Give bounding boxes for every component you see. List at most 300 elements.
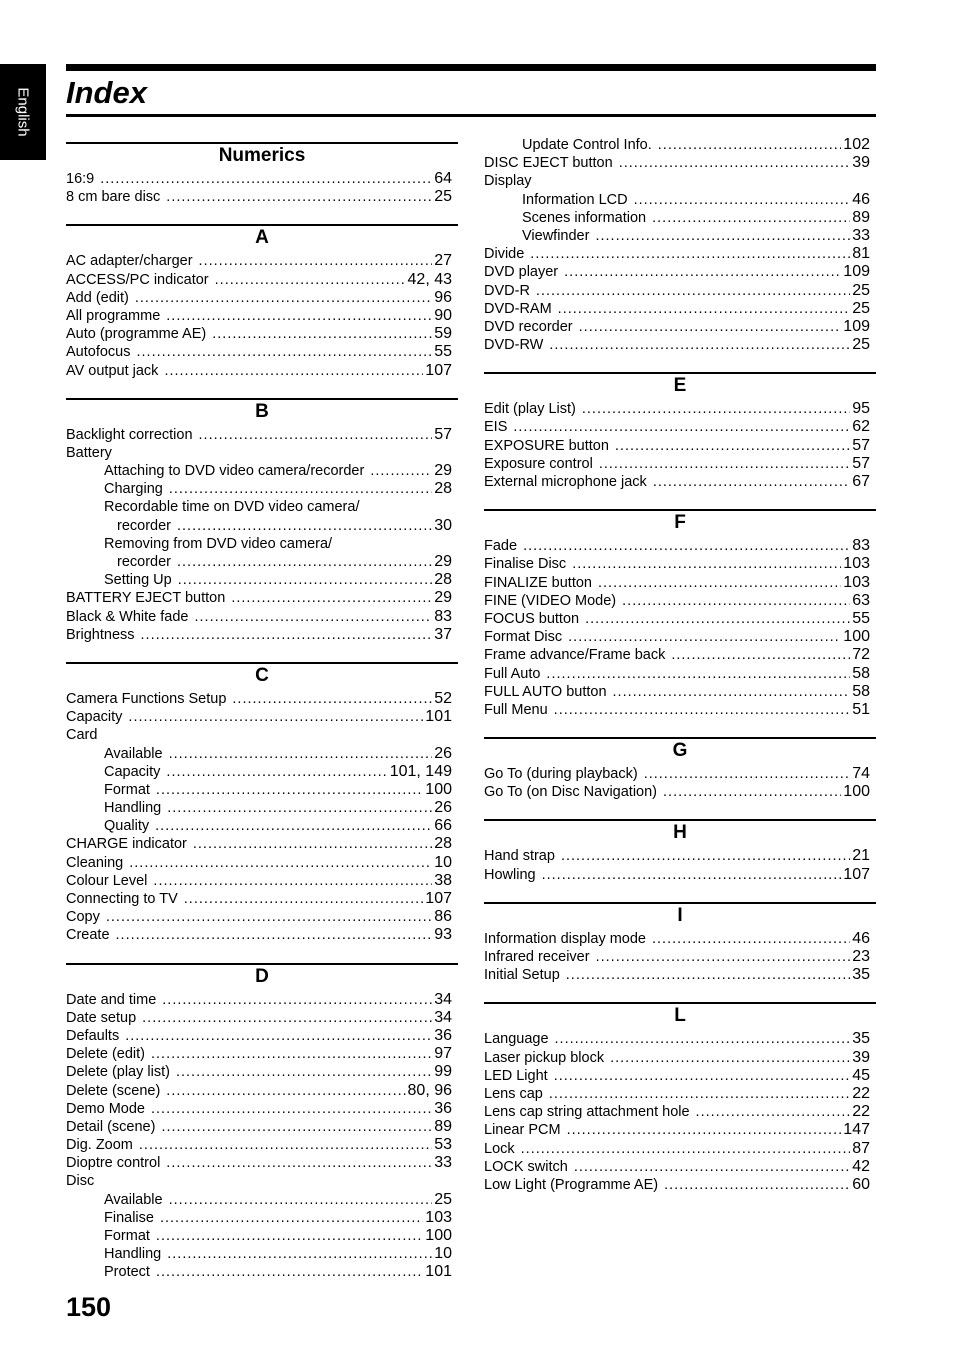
- entry-page-ref: 39: [852, 154, 870, 172]
- section-heading: B: [66, 398, 458, 426]
- entry-term: Capacity: [104, 763, 161, 780]
- entry-term: Language: [484, 1031, 549, 1048]
- index-entry: [66, 1209, 458, 1227]
- entry-page-ref: 42: [852, 1157, 870, 1175]
- entry-term: Handling: [104, 800, 162, 817]
- dot-leader: [564, 263, 841, 281]
- index-entry: [66, 188, 458, 206]
- entry-term: Information LCD: [522, 191, 628, 208]
- dot-leader: [212, 325, 432, 343]
- index-entry: [66, 271, 458, 289]
- entry-page-ref: 103: [843, 573, 870, 591]
- dot-leader: [370, 462, 432, 480]
- dot-leader: [164, 362, 423, 380]
- index-entry: [484, 574, 876, 592]
- dot-leader: [106, 908, 432, 926]
- entry-term: Create: [66, 927, 110, 944]
- entry-term: Protect: [104, 1264, 150, 1281]
- dot-leader: [558, 300, 851, 318]
- index-entry: [484, 701, 876, 719]
- dot-leader: [231, 589, 432, 607]
- index-entry: [66, 480, 458, 498]
- entry-term: Dig. Zoom: [66, 1137, 133, 1154]
- index-entry: [66, 817, 458, 835]
- entry-page-ref: 51: [852, 700, 870, 718]
- index-section: [484, 372, 876, 491]
- entry-page-ref: 36: [434, 1026, 452, 1044]
- entry-page-ref: 25: [434, 188, 452, 206]
- dot-leader: [579, 318, 842, 336]
- entry-term: Lens cap: [484, 1085, 543, 1102]
- index-entry: [66, 1191, 458, 1209]
- dot-leader: [664, 1176, 850, 1194]
- dot-leader: [162, 991, 432, 1009]
- index-entry: [484, 628, 876, 646]
- entry-term: Recordable time on DVD video camera/: [104, 499, 360, 516]
- index-entry: [484, 318, 876, 336]
- entry-page-ref: 57: [434, 425, 452, 443]
- entry-page-ref: 52: [434, 689, 452, 707]
- index-entry: [66, 745, 458, 763]
- index-entry: [484, 209, 876, 227]
- index-section: [66, 398, 458, 644]
- entry-page-ref: 23: [852, 948, 870, 965]
- dot-leader: [634, 191, 851, 209]
- index-entry: [66, 252, 458, 270]
- dot-leader: [582, 400, 850, 418]
- index-entry: [66, 170, 458, 188]
- entry-term: DVD player: [484, 264, 559, 281]
- index-entry: [484, 537, 876, 555]
- index-entry: [66, 781, 458, 799]
- entry-page-ref: 26: [434, 799, 452, 817]
- dot-leader: [125, 1027, 432, 1045]
- dot-leader: [137, 343, 433, 361]
- dot-leader: [177, 553, 432, 571]
- entry-page-ref: 101, 149: [389, 762, 452, 780]
- language-tab-label: English: [14, 87, 32, 137]
- entry-term: Autofocus: [66, 344, 131, 361]
- index-entry: [484, 765, 876, 783]
- entry-term: Battery: [66, 444, 112, 461]
- index-section: [66, 662, 458, 945]
- dot-leader: [652, 930, 850, 948]
- index-section: [66, 224, 458, 379]
- section-heading: C: [66, 662, 458, 690]
- entry-page-ref: 28: [434, 571, 452, 589]
- index-entry: [484, 866, 876, 884]
- entry-page-ref: 72: [852, 646, 870, 664]
- entry-term: Delete (scene): [66, 1082, 161, 1099]
- entry-page-ref: 55: [434, 343, 452, 361]
- entry-page-ref: 66: [434, 817, 452, 835]
- dot-leader: [549, 1085, 850, 1103]
- entry-term: Cleaning: [66, 854, 124, 871]
- dot-leader: [160, 1209, 423, 1227]
- index-entry: [66, 362, 458, 380]
- index-entry: [66, 325, 458, 343]
- dot-leader: [156, 1263, 423, 1281]
- entry-page-ref: 62: [852, 418, 870, 436]
- dot-leader: [151, 1100, 432, 1118]
- entry-term: Lock: [484, 1140, 515, 1157]
- entry-term: Handling: [104, 1246, 162, 1263]
- entry-term: Date setup: [66, 1009, 137, 1026]
- index-entry: [66, 589, 458, 607]
- index-entry: [484, 610, 876, 628]
- entry-page-ref: 90: [434, 306, 452, 324]
- entry-page-ref: 60: [852, 1175, 870, 1193]
- entry-page-ref: 33: [852, 226, 870, 244]
- entry-term: Copy: [66, 909, 100, 926]
- entry-term: Defaults: [66, 1027, 120, 1044]
- index-entry: [66, 926, 458, 944]
- section-heading: I: [484, 902, 876, 930]
- index-entry: [484, 966, 876, 984]
- entry-page-ref: 27: [434, 252, 452, 270]
- dot-leader: [129, 854, 432, 872]
- entry-page-ref: 59: [434, 325, 452, 343]
- index-entry: [484, 245, 876, 263]
- index-entry: [66, 1245, 458, 1263]
- dot-leader: [595, 227, 850, 245]
- section-heading: L: [484, 1002, 876, 1030]
- entry-page-ref: 100: [843, 628, 870, 646]
- entry-page-ref: 107: [425, 361, 452, 379]
- index-entry: [484, 172, 876, 190]
- index-entry: [66, 890, 458, 908]
- entry-page-ref: 35: [852, 1030, 870, 1048]
- entry-term: CHARGE indicator: [66, 836, 187, 853]
- entry-term: EXPOSURE button: [484, 437, 609, 454]
- index-entry: [66, 626, 458, 644]
- entry-page-ref: 25: [434, 1190, 452, 1208]
- dot-leader: [169, 745, 433, 763]
- index-entry: [484, 1158, 876, 1176]
- dot-leader: [671, 646, 850, 664]
- entry-term: Black & White fade: [66, 608, 189, 625]
- entry-page-ref: 93: [434, 926, 452, 944]
- entry-term: Attaching to DVD video camera/recorder: [104, 463, 365, 480]
- entry-term: ACCESS/PC indicator: [66, 271, 209, 288]
- dot-leader: [178, 571, 432, 589]
- header-rule-thick: [66, 64, 876, 71]
- entry-page-ref: 57: [852, 454, 870, 472]
- dot-leader: [142, 1009, 432, 1027]
- index-entry: [66, 307, 458, 325]
- entry-term: Removing from DVD video camera/: [104, 535, 333, 552]
- dot-leader: [215, 271, 406, 289]
- entry-page-ref: 29: [434, 462, 452, 480]
- index-entry: [484, 847, 876, 865]
- dot-leader: [652, 209, 850, 227]
- entry-page-ref: 100: [425, 1227, 452, 1244]
- entry-page-ref: 74: [852, 765, 870, 783]
- index-section: [66, 963, 458, 1282]
- dot-leader: [542, 866, 842, 884]
- index-entry: [66, 1227, 458, 1245]
- entry-term: Delete (edit): [66, 1046, 145, 1063]
- index-entry: [66, 1100, 458, 1118]
- dot-leader: [530, 245, 850, 263]
- dot-leader: [195, 608, 433, 626]
- dot-leader: [166, 1154, 432, 1172]
- dot-leader: [199, 426, 433, 444]
- entry-term: Laser pickup block: [484, 1049, 605, 1066]
- dot-leader: [554, 1067, 851, 1085]
- entry-term: FULL AUTO button: [484, 683, 607, 700]
- dot-leader: [696, 1103, 851, 1121]
- entry-page-ref: 58: [852, 664, 870, 682]
- entry-page-ref: 102: [843, 136, 870, 153]
- section-heading: D: [66, 963, 458, 991]
- entry-term: Full Menu: [484, 701, 548, 718]
- index-entry: [484, 1085, 876, 1103]
- index-column-left: [66, 142, 458, 1300]
- dot-leader: [156, 781, 423, 799]
- index-entry: [66, 1027, 458, 1045]
- dot-leader: [615, 437, 850, 455]
- entry-term: Information display mode: [484, 930, 646, 947]
- index-entry: [66, 1154, 458, 1172]
- index-entry: [484, 555, 876, 573]
- dot-leader: [141, 626, 433, 644]
- entry-page-ref: 46: [852, 190, 870, 208]
- index-entry: [66, 1118, 458, 1136]
- entry-page-ref: 103: [425, 1208, 452, 1226]
- dot-leader: [193, 835, 432, 853]
- index-entry: [66, 799, 458, 817]
- index-entry: [484, 136, 876, 154]
- header-rule-thin: [66, 114, 876, 117]
- entry-page-ref: 80, 96: [407, 1081, 452, 1099]
- entry-page-ref: 25: [852, 336, 870, 354]
- index-entry: [484, 418, 876, 436]
- index-entry: [484, 191, 876, 209]
- page-title: Index: [66, 75, 147, 110]
- entry-term: 16:9: [66, 171, 95, 187]
- dot-leader: [610, 1049, 850, 1067]
- entry-term: Available: [104, 1191, 163, 1208]
- index-entry: [66, 1263, 458, 1281]
- dot-leader: [135, 289, 432, 307]
- entry-page-ref: 35: [852, 966, 870, 984]
- entry-term: External microphone jack: [484, 474, 647, 490]
- index-entry: [66, 535, 458, 553]
- entry-term: Howling: [484, 866, 536, 883]
- entry-term: Format Disc: [484, 629, 563, 646]
- index-entry: [484, 948, 876, 966]
- index-entry: [484, 783, 876, 801]
- index-entry: [484, 683, 876, 701]
- dot-leader: [167, 1245, 432, 1263]
- index-entry: [484, 455, 876, 473]
- entry-page-ref: 83: [434, 607, 452, 625]
- index-entry: [66, 444, 458, 462]
- entry-term: Edit (play List): [484, 401, 576, 418]
- entry-term: EIS: [484, 419, 508, 436]
- dot-leader: [566, 966, 850, 984]
- section-heading: G: [484, 737, 876, 765]
- entry-page-ref: 87: [852, 1139, 870, 1157]
- dot-leader: [663, 783, 841, 801]
- dot-leader: [199, 252, 433, 270]
- index-entry: [66, 854, 458, 872]
- entry-page-ref: 25: [852, 281, 870, 299]
- index-entry: [484, 1067, 876, 1085]
- dot-leader: [599, 455, 850, 473]
- entry-term: Detail (scene): [66, 1118, 156, 1135]
- dot-leader: [155, 817, 432, 835]
- entry-page-ref: 103: [843, 555, 870, 573]
- index-entry: [484, 1049, 876, 1067]
- entry-page-ref: 83: [852, 537, 870, 555]
- entry-term: Divide: [484, 246, 525, 263]
- entry-term: Viewfinder: [522, 227, 590, 244]
- dot-leader: [232, 690, 432, 708]
- entry-page-ref: 57: [852, 436, 870, 454]
- entry-term: Format: [104, 1228, 150, 1244]
- index-entry: [66, 1063, 458, 1081]
- index-entry: [484, 437, 876, 455]
- index-entry: [66, 608, 458, 626]
- entry-term: Finalise: [104, 1209, 154, 1226]
- entry-term: LED Light: [484, 1067, 548, 1084]
- entry-page-ref: 34: [434, 1008, 452, 1026]
- entry-term: Backlight correction: [66, 426, 193, 443]
- index-entry: [484, 263, 876, 281]
- entry-page-ref: 10: [434, 853, 452, 871]
- index-entry: [66, 708, 458, 726]
- index-entry: [484, 400, 876, 418]
- entry-page-ref: 107: [425, 890, 452, 907]
- index-entry: [484, 227, 876, 245]
- entry-term: Delete (play list): [66, 1064, 170, 1081]
- entry-term: Finalise Disc: [484, 556, 567, 573]
- index-entry: [66, 1082, 458, 1100]
- entry-term: Fade: [484, 538, 518, 555]
- entry-page-ref: 58: [852, 682, 870, 700]
- entry-page-ref: 55: [852, 609, 870, 627]
- index-entry: [66, 571, 458, 589]
- entry-term: Go To (during playback): [484, 766, 638, 783]
- entry-page-ref: 81: [852, 245, 870, 263]
- dot-leader: [116, 926, 433, 944]
- entry-term: Dioptre control: [66, 1155, 161, 1172]
- index-entry: [484, 282, 876, 300]
- dot-leader: [567, 1121, 842, 1139]
- entry-term: Quality: [104, 818, 150, 835]
- entry-term: Camera Functions Setup: [66, 690, 227, 707]
- index-entry: [484, 300, 876, 318]
- index-entry: [66, 343, 458, 361]
- index-entry: [484, 592, 876, 610]
- entry-page-ref: 10: [434, 1245, 452, 1263]
- entry-term: DVD recorder: [484, 318, 573, 335]
- index-entry: [484, 1140, 876, 1158]
- index-entry: [66, 553, 458, 571]
- entry-term: 8 cm bare disc: [66, 189, 161, 206]
- entry-page-ref: 109: [843, 263, 870, 281]
- index-entry: [484, 336, 876, 354]
- dot-leader: [555, 1030, 851, 1048]
- entry-term: DISC EJECT button: [484, 155, 613, 172]
- entry-term: Demo Mode: [66, 1100, 145, 1117]
- index-entry: [484, 1121, 876, 1139]
- dot-leader: [151, 1045, 432, 1063]
- index-entry: [66, 835, 458, 853]
- entry-term: Go To (on Disc Navigation): [484, 784, 658, 801]
- entry-term: recorder: [117, 554, 171, 570]
- dot-leader: [561, 847, 850, 865]
- index-entry: [66, 426, 458, 444]
- entry-term: Scenes information: [522, 209, 647, 226]
- entry-page-ref: 21: [852, 847, 870, 865]
- entry-page-ref: 38: [434, 871, 452, 889]
- entry-page-ref: 29: [434, 553, 452, 570]
- entry-page-ref: 100: [843, 783, 870, 801]
- index-section: [484, 737, 876, 801]
- dot-leader: [653, 473, 850, 491]
- index-entry: [66, 1009, 458, 1027]
- index-section: [484, 902, 876, 985]
- dot-leader: [169, 480, 432, 498]
- entry-term: Brightness: [66, 626, 135, 643]
- entry-term: Lens cap string attachment hole: [484, 1104, 690, 1121]
- index-section: [484, 509, 876, 719]
- entry-page-ref: 45: [852, 1066, 870, 1084]
- entry-page-ref: 22: [852, 1084, 870, 1102]
- entry-page-ref: 147: [843, 1121, 870, 1139]
- dot-leader: [622, 592, 850, 610]
- dot-leader: [546, 665, 850, 683]
- entry-term: FINE (VIDEO Mode): [484, 592, 617, 609]
- index-section: [484, 819, 876, 883]
- dot-leader: [658, 136, 842, 154]
- index-entry: [66, 517, 458, 535]
- entry-term: All programme: [66, 307, 161, 324]
- entry-term: Initial Setup: [484, 967, 560, 984]
- entry-page-ref: 89: [852, 208, 870, 226]
- entry-term: Full Auto: [484, 665, 541, 682]
- section-heading: E: [484, 372, 876, 400]
- dot-leader: [166, 307, 432, 325]
- section-heading: A: [66, 224, 458, 252]
- index-entry: [66, 872, 458, 890]
- dot-leader: [169, 1191, 433, 1209]
- entry-page-ref: 97: [434, 1045, 452, 1063]
- entry-page-ref: 37: [434, 625, 452, 643]
- entry-page-ref: 96: [434, 288, 452, 306]
- index-entry: [484, 930, 876, 948]
- index-entry: [66, 991, 458, 1009]
- index-entry: [66, 1045, 458, 1063]
- dot-leader: [176, 1063, 432, 1081]
- index-entry: [484, 1176, 876, 1194]
- index-entry: [484, 1103, 876, 1121]
- entry-page-ref: 46: [852, 929, 870, 947]
- entry-term: Frame advance/Frame back: [484, 647, 666, 664]
- page-number: 150: [66, 1292, 112, 1322]
- dot-leader: [513, 418, 850, 436]
- section-heading: F: [484, 509, 876, 537]
- entry-term: Date and time: [66, 991, 157, 1008]
- entry-page-ref: 26: [434, 744, 452, 762]
- dot-leader: [167, 799, 432, 817]
- entry-term: recorder: [117, 517, 171, 534]
- dot-leader: [549, 336, 850, 354]
- dot-leader: [166, 763, 387, 781]
